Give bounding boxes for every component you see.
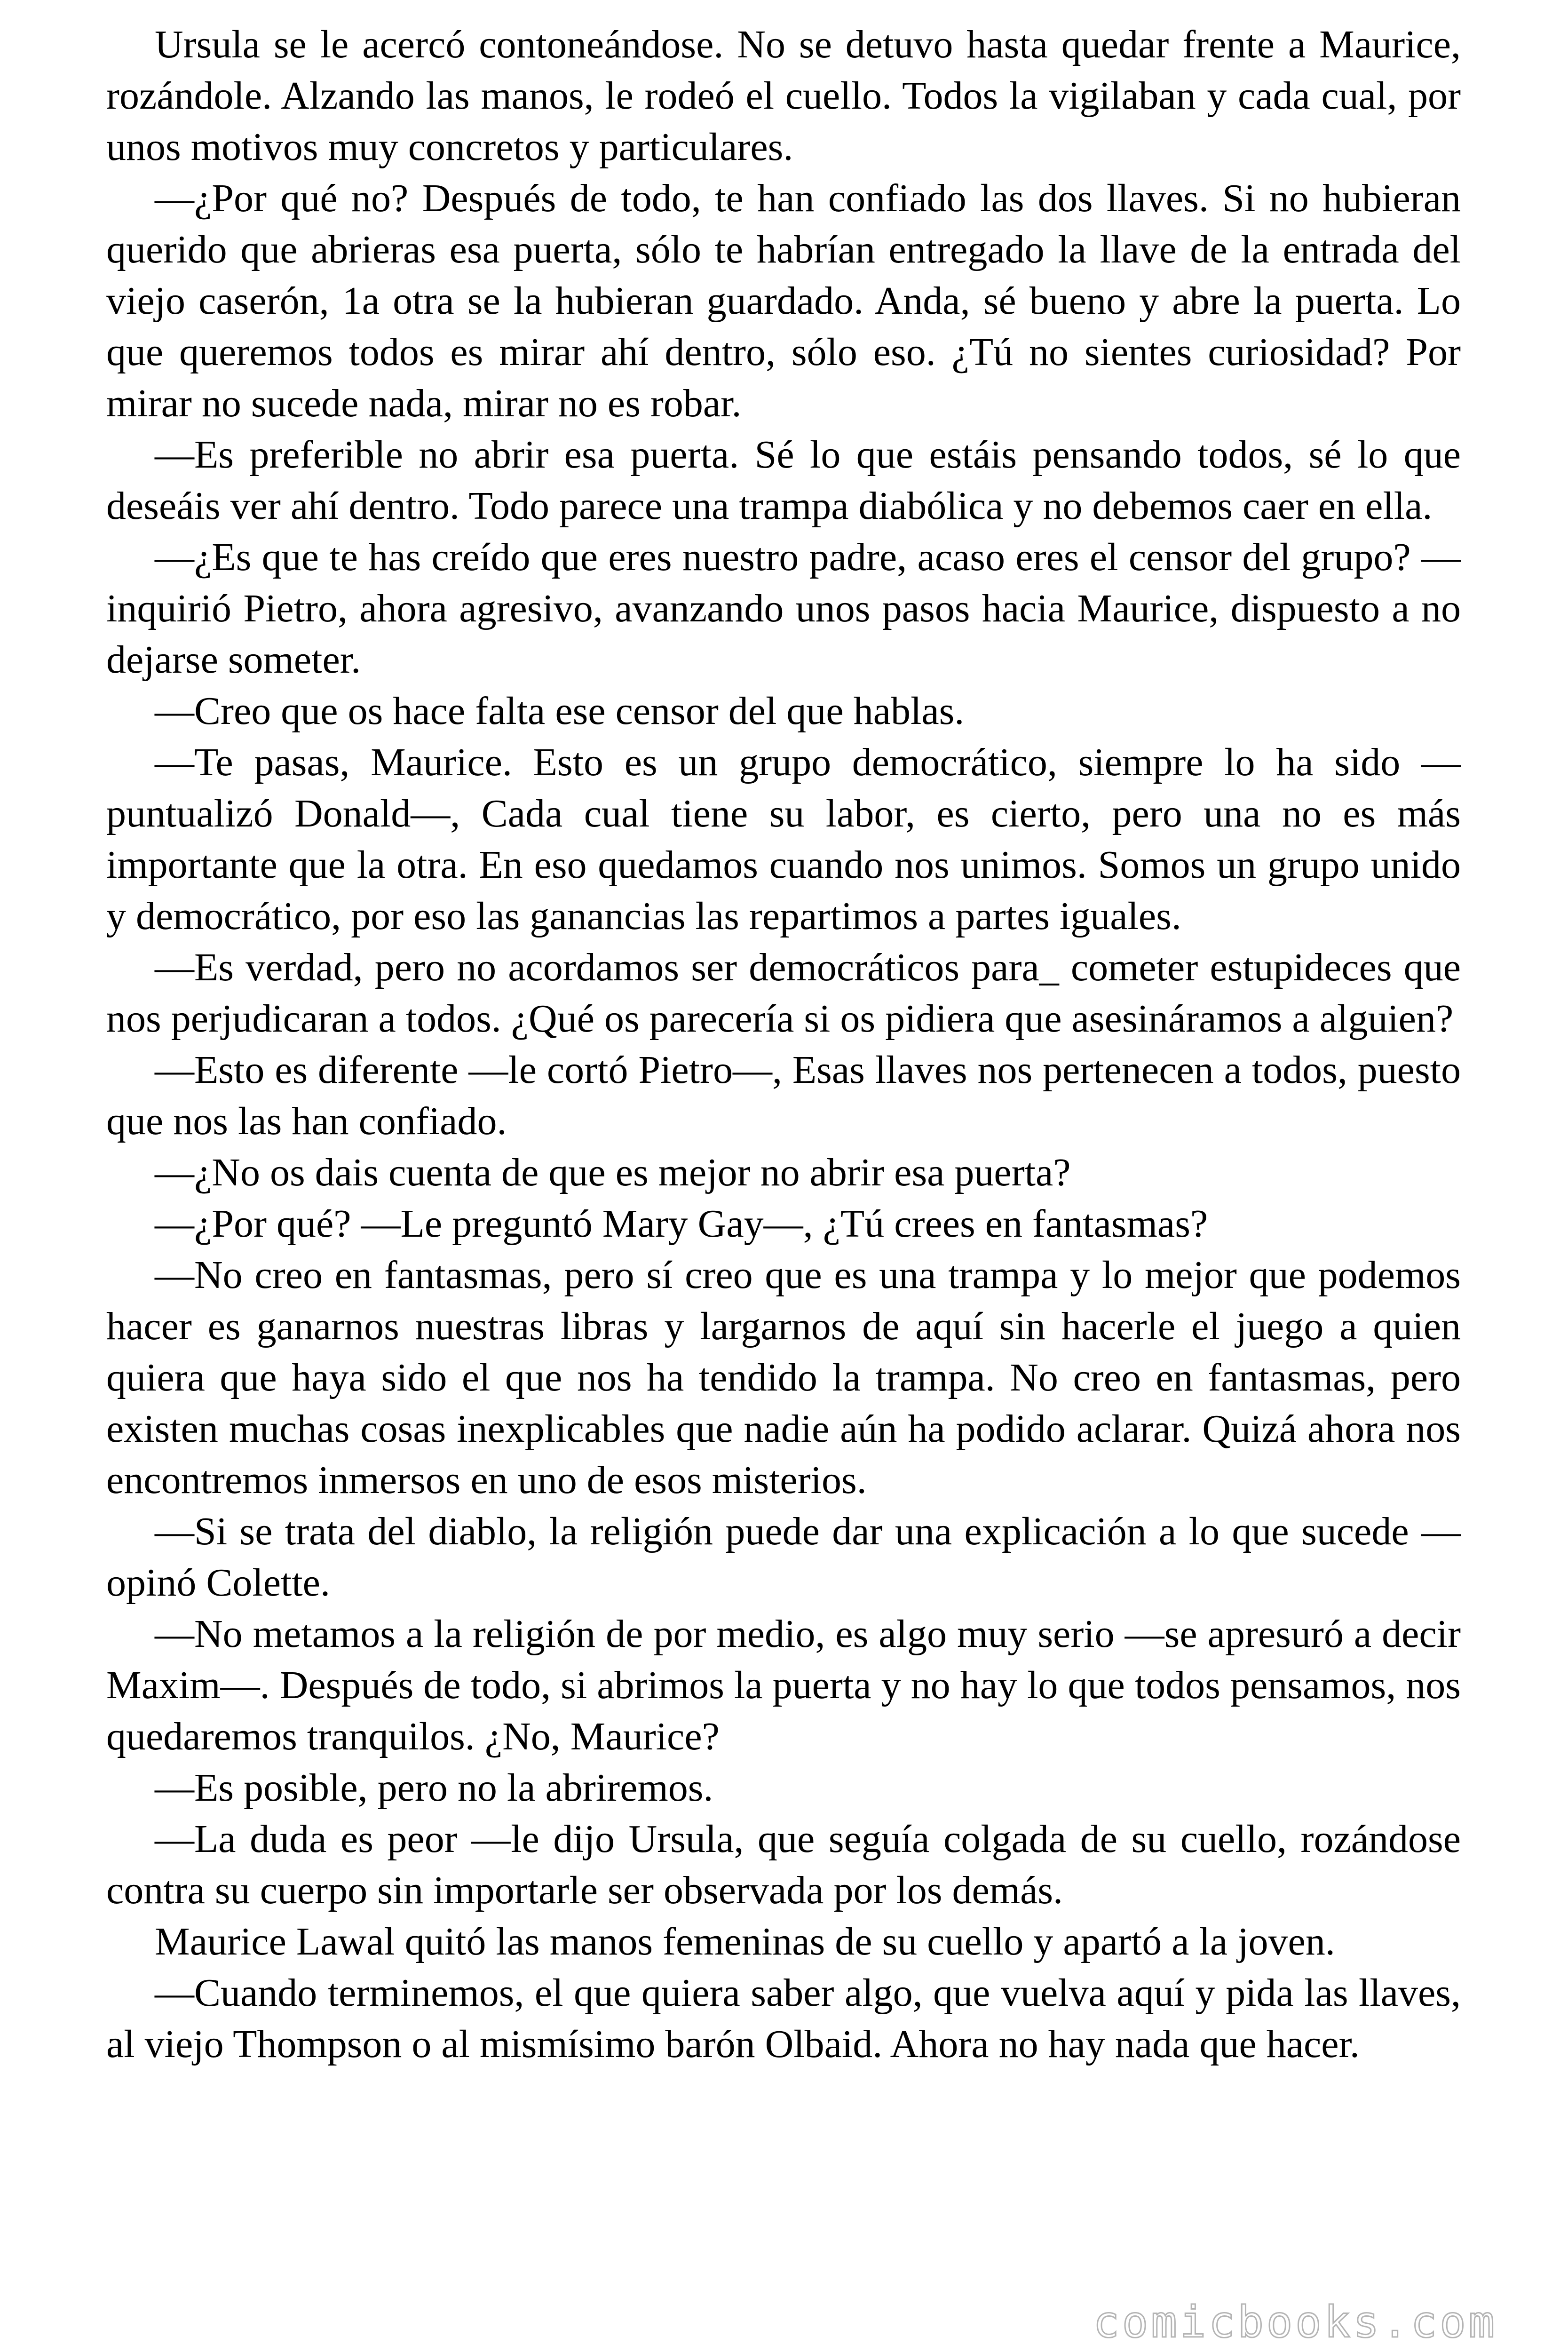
paragraph-12: —Si se trata del diablo, la religión puede dar una explicación a lo que sucede —opinó Colette. <box>106 1510 1461 1605</box>
paragraph-15: —La duda es peor —le dijo Ursula, que seguía colgada de su cuello, rozándose contra su cuerpo sin importarle ser observada por los demás. <box>106 1817 1461 1912</box>
paragraph-17: —Cuando terminemos, el que quiera saber algo, que vuelva aquí y pida las llaves, al viejo Thompson o al mismísimo barón Olbaid. Ahora no hay nada que hacer. <box>106 1971 1461 2066</box>
paragraph-7: —Es verdad, pero no acordamos ser democráticos para_ cometer estupideces que nos perjudicaran a todos. ¿Qué os parecería si os pidiera que asesináramos a alguien? <box>106 946 1461 1041</box>
watermark: comicbooks.com <box>1093 2297 1497 2347</box>
page-body <box>106 19 1461 2070</box>
paragraph-5: —Creo que os hace falta ese censor del que hablas. <box>155 689 965 733</box>
paragraph-16: Maurice Lawal quitó las manos femeninas de su cuello y apartó a la joven. <box>155 1920 1335 1963</box>
paragraph-1: Ursula se le acercó contoneándose. No se detuvo hasta quedar frente a Maurice, rozándole. Alzando las manos, le rodeó el cuello. Todos la vigilaban y cada cual, por unos motivos muy concretos y particulares. <box>106 23 1461 169</box>
paragraph-8: —Esto es diferente —le cortó Pietro—, Esas llaves nos pertenecen a todos, puesto que nos las han confiado. <box>106 1048 1461 1143</box>
paragraph-13: —No metamos a la religión de por medio, es algo muy serio —se apresuró a decir Maxim—. Después de todo, si abrimos la puerta y no hay lo que todos pensamos, nos quedaremos tranquilos. ¿No, Maurice? <box>106 1612 1461 1758</box>
paragraph-9: —¿No os dais cuenta de que es mejor no abrir esa puerta? <box>155 1151 1071 1194</box>
paragraph-14: —Es posible, pero no la abriremos. <box>155 1766 713 1810</box>
paragraph-2: —¿Por qué no? Después de todo, te han confiado las dos llaves. Si no hubieran querido que abrieras esa puerta, sólo te habrían entregado la llave de la entrada del viejo caserón, 1a otra se la hubieran guardado. Anda, sé bueno y abre la puerta. Lo que queremos todos es mirar ahí dentro, sólo eso. ¿Tú no sientes curiosidad? Por mirar no sucede nada, mirar no es robar. <box>106 176 1461 425</box>
paragraph-11: —No creo en fantasmas, pero sí creo que es una trampa y lo mejor que podemos hacer es ganarnos nuestras libras y largarnos de aquí sin hacerle el juego a quien quiera que haya sido el que nos ha tendido la trampa. No creo en fantasmas, pero existen muchas cosas inexplicables que nadie aún ha podido aclarar. Quizá ahora nos encontremos inmersos en uno de esos misterios. <box>106 1253 1461 1502</box>
paragraph-4: —¿Es que te has creído que eres nuestro padre, acaso eres el censor del grupo? —inquirió Pietro, ahora agresivo, avanzando unos pasos hacia Maurice, dispuesto a no dejarse someter. <box>106 535 1461 682</box>
paragraph-3: —Es preferible no abrir esa puerta. Sé lo que estáis pensando todos, sé lo que deseáis ver ahí dentro. Todo parece una trampa diabólica y no debemos caer en ella. <box>106 433 1461 528</box>
paragraph-6: —Te pasas, Maurice. Esto es un grupo democrático, siempre lo ha sido — puntualizó Donald—, Cada cual tiene su labor, es cierto, pero una no es más importante que la otra. En eso quedamos cuando nos unimos. Somos un grupo unido y democrático, por eso las ganancias las repartimos a partes iguales. <box>106 740 1461 938</box>
paragraph-10: —¿Por qué? —Le preguntó Mary Gay—, ¿Tú crees en fantasmas? <box>155 1202 1208 1246</box>
